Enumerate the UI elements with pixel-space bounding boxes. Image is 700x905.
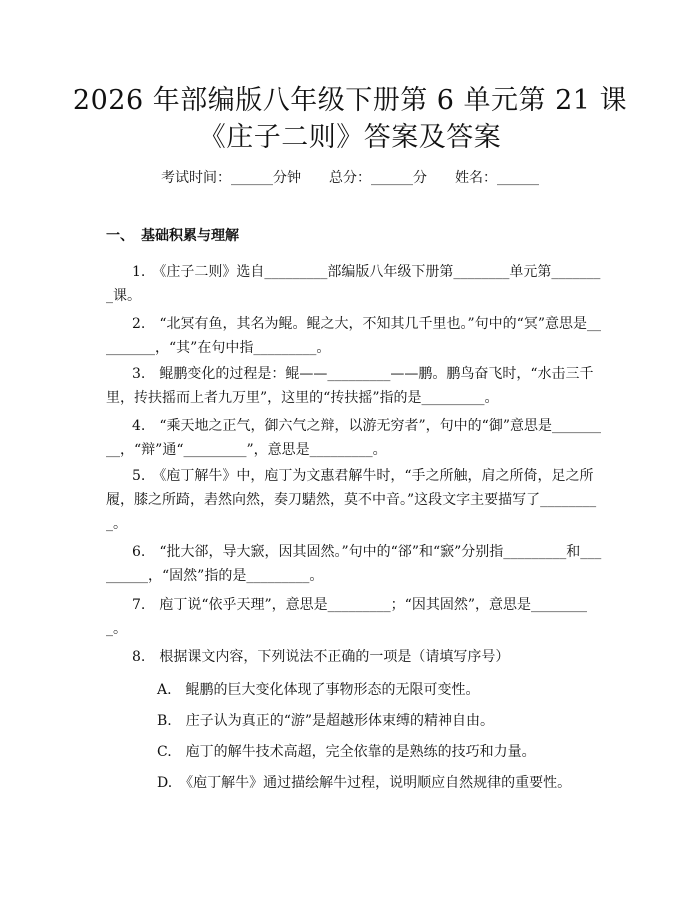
section-heading: 一、 基础积累与理解: [106, 228, 239, 244]
document-title-line-1: 2026 年部编版八年级下册第 6 单元第 21 课: [72, 85, 628, 116]
question-5: 5. 《庖丁解牛》中，庖丁为文惠君解牛时，“手之所触，肩之所倚，足之所履，膝之所踦，砉然向然，奏刀騞然，莫不中音。”这段文字主要描写了_________。: [106, 468, 597, 532]
question-2: 2. “北冥有鱼，其名为鲲。鲲之大，不知其几千里也。”句中的“冥”意思是_________，“其”在句中指_________。: [106, 316, 601, 356]
document-title-line-2: 《庄子二则》答案及答案: [198, 122, 502, 153]
option-c: C. 庖丁的解牛技术高超，完全依靠的是熟练的技巧和力量。: [157, 744, 536, 760]
option-b: B. 庄子认为真正的“游”是超越形体束缚的精神自由。: [157, 713, 495, 729]
option-d: D. 《庖丁解牛》通过描绘解牛过程，说明顺应自然规律的重要性。: [157, 775, 572, 791]
question-4: 4. “乘天地之正气，御六气之辩，以游无穷者”，句中的“御”意思是_________，“辩”通“_________”，意思是_________。: [106, 418, 601, 458]
exam-info-line: 考试时间：______分钟 总分：______分 姓名：______: [161, 170, 539, 186]
question-3: 3. 鲲鹏变化的过程是：鲲——_________——鹏。鹏鸟奋飞时，“水击三千里，抟扶摇而上者九万里”，这里的“抟扶摇”指的是_________。: [106, 366, 594, 406]
question-6: 6. “批大郤，导大窾，因其固然。”句中的“郤”和“窾”分别指_________和_________，“固然”指的是_________。: [106, 544, 602, 584]
question-7: 7. 庖丁说“依乎天理”，意思是_________；“因其固然”，意思是_________。: [106, 597, 587, 637]
question-1: 1. 《庄子二则》选自_________部编版八年级下册第________单元第________课。: [106, 264, 601, 304]
question-8: 8. 根据课文内容，下列说法不正确的一项是（请填写序号）: [132, 649, 510, 665]
option-a: A. 鲲鹏的巨大变化体现了事物形态的无限可变性。: [157, 682, 480, 698]
